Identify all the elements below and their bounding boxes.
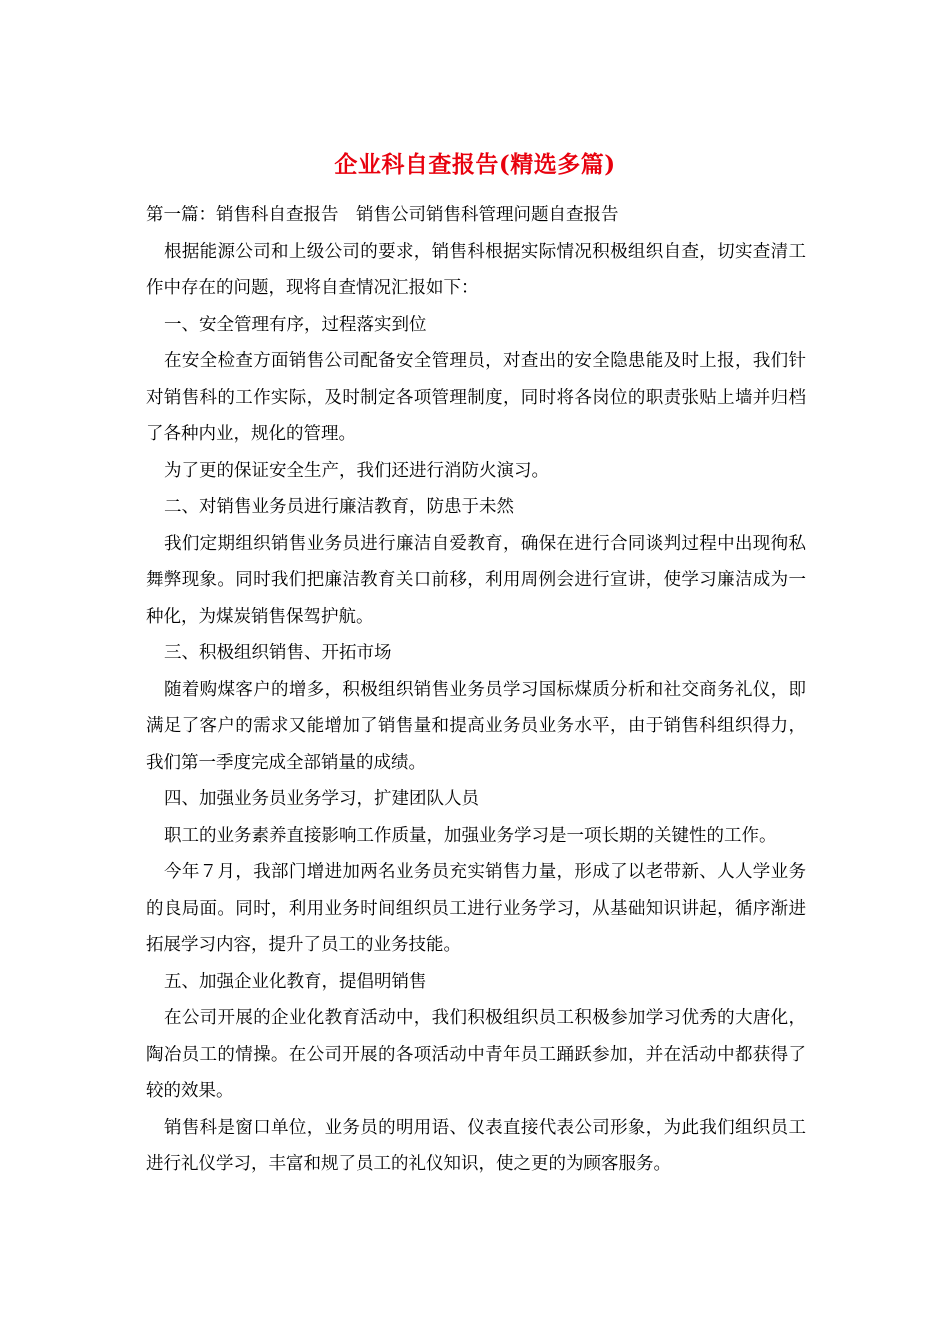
chapter-heading: 第一篇：销售科自查报告 销售公司销售科管理问题自查报告 [146, 205, 619, 225]
paragraph: 今年７月，我部门增进加两名业务员充实销售力量，形成了以老带新、人人学业务的良局面。同时，利用业务时间组织员工进行业务学习，从基础知识讲起，循序渐进拓展学习内容，提升了员工的业务技能。 [146, 862, 806, 955]
paragraph: 销售科是窗口单位，业务员的明用语、仪表直接代表公司形象，为此我们组织员工进行礼仪学习，丰富和规了员工的礼仪知识，使之更的为顾客服务。 [146, 1117, 806, 1174]
section-heading-2: 二、对销售业务员进行廉洁教育，防患于未然 [164, 497, 514, 517]
paragraph: 在公司开展的企业化教育活动中，我们积极组织员工积极参加学习优秀的大唐化，陶冶员工的情操。在公司开展的各项活动中青年员工踊跃参加，并在活动中都获得了较的效果。 [146, 1008, 806, 1101]
document-title: 企业科自查报告(精选多篇) [334, 151, 616, 178]
paragraph: 随着购煤客户的增多，积极组织销售业务员学习国标煤质分析和社交商务礼仪，即满足了客户的需求又能增加了销售量和提高业务员业务水平，由于销售科组织得力，我们第一季度完成全部销量的成绩。 [146, 679, 806, 773]
document-body [146, 197, 806, 1183]
paragraph: 职工的业务素养直接影响工作质量，加强业务学习是一项长期的关键性的工作。 [164, 825, 777, 846]
paragraph: 为了更的保证安全生产，我们还进行消防火演习。 [164, 460, 549, 481]
paragraph: 我们定期组织销售业务员进行廉洁自爱教育，确保在进行合同谈判过程中出现徇私舞弊现象。同时我们把廉洁教育关口前移，利用周例会进行宣讲，使学习廉洁成为一种化，为煤炭销售保驾护航。 [146, 533, 806, 627]
section-heading-1: 一、安全管理有序，过程落实到位 [164, 314, 427, 335]
paragraph: 在安全检查方面销售公司配备安全管理员，对查出的安全隐患能及时上报，我们针对销售科的工作实际，及时制定各项管理制度，同时将各岗位的职责张贴上墙并归档了各种内业，规化的管理。 [146, 351, 806, 444]
section-heading-3: 三、积极组织销售、开拓市场 [164, 643, 392, 663]
section-heading-5: 五、加强企业化教育，提倡明销售 [164, 971, 427, 992]
section-heading-4: 四、加强业务员业务学习，扩建团队人员 [164, 789, 479, 809]
paragraph: 根据能源公司和上级公司的要求，销售科根据实际情况积极组织自查，切实查清工作中存在的问题，现将自查情况汇报如下： [146, 241, 806, 298]
